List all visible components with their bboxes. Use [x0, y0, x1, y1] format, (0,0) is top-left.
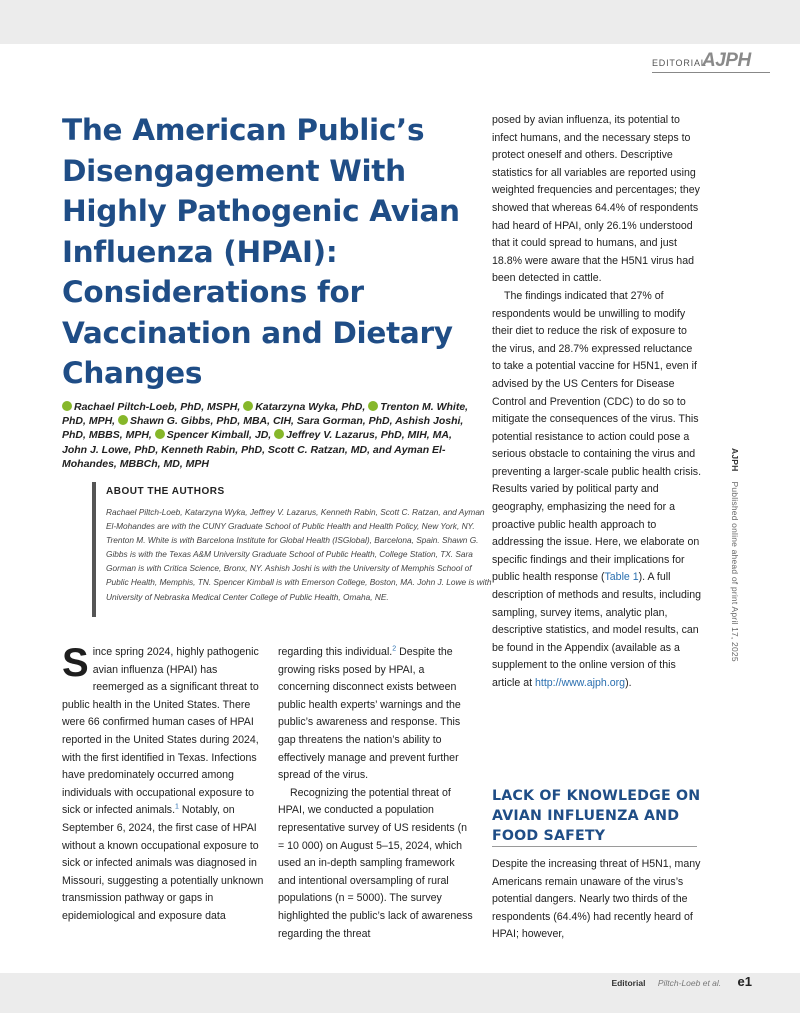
ajph-url-link[interactable]: http://www.ajph.org: [534, 677, 626, 689]
section-heading: LACK OF KNOWLEDGE ON AVIAN INFLUENZA AND FOOD SAFETY: [492, 788, 701, 844]
author-entry: Jeffrey V. Lazarus, PhD, MIH, MA, John J. Lowe, PhD, Kenneth Rabin, PhD, Scott C. Ratzan, MD, and Ayman El-Mohandes, MBBCh, MD, MPH: [62, 429, 452, 470]
author-entry: Shawn G. Gibbs, PhD, MBA, CIH,: [130, 415, 297, 428]
paragraph-text: Despite the growing risks posed by HPAI, a concerning disconnect exists between public health experts’ warnings and the public’s awareness and response. This gap threatens the nation’s ability to effectively manage and prevent further spread of the virus.: [278, 646, 461, 782]
about-heading: ABOUT THE AUTHORS: [106, 486, 225, 497]
orcid-icon[interactable]: [274, 429, 284, 439]
paragraph-text: Notably, on September 6, 2024, the first case of HPAI without a known occupational exposure to sick or infected animals was diagnosed in Missouri, suggesting a potentially unknown transmission pathway or gaps in epidemiological and exposure data: [62, 804, 264, 922]
paragraph-text: ).: [625, 677, 632, 689]
intro-paragraph: [62, 641, 270, 926]
author-list: [62, 400, 477, 471]
journal-logo: AJPH: [702, 50, 751, 71]
section-rule: [492, 846, 697, 847]
drop-cap: S: [62, 641, 89, 685]
paragraph: posed by avian influenza, its potential to infect humans, and the necessary steps to protect oneself and others. Descriptive statistics for all variables are reported using weighted frequencies and percentages; they showed that whereas 64.4% of respondents had heard of HPAI, only 26.1% understood that it could spread to humans, and just 18.8% were aware that the H5N1 virus had been detected in cattle.: [492, 114, 700, 285]
author-entry: Spencer Kimball, JD,: [166, 429, 275, 442]
about-the-authors-box: [92, 482, 496, 617]
page-number: e1: [737, 974, 752, 989]
header-rule: [652, 72, 770, 73]
publication-sidebar: [730, 448, 740, 662]
page-footer: [611, 974, 752, 989]
section-label: EDITORIAL: [652, 58, 707, 68]
author-entry: Sara Gorman, PhD, Ashish Joshi, PhD, MBBS, MPH,: [62, 415, 464, 442]
sidebar-journal: AJPH: [730, 448, 740, 472]
author-entry: Katarzyna Wyka, PhD,: [255, 401, 369, 413]
footer-section: Editorial: [611, 978, 646, 988]
paragraph-text: ). A full description of methods and results, including sampling, survey items, analytic plan, descriptive statistics, and model results, can be found in the Appendix (available as a supplement to the online version of this article at: [492, 571, 702, 689]
table-link[interactable]: Table 1: [604, 571, 639, 584]
orcid-icon[interactable]: [243, 401, 253, 411]
about-text: Rachael Piltch-Loeb, Katarzyna Wyka, Jeffrey V. Lazarus, Kenneth Rabin, Scott C. Ratzan, and Ayman El-Mohandes are with the CUNY Graduate School of Public Health and Health Policy, New York, NY. Trenton M. White is with Barcelona Institute for Global Health (ISGlobal), Barcelona, Spain. Shawn G. Gibbs is with the Texas A&M University Graduate School of Public Health, College Station, TX. Sara Gorman is with Critica Science, Bronx, NY. Ashish Joshi is with the University of Memphis School of Public Health, Memphis, TN. Spencer Kimball is with Emerson College, Boston, MA. John J. Lowe is with University of Nebraska Medical Center College of Public Health, Omaha, NE.: [106, 507, 492, 602]
paragraph-text: The findings indicated that 27% of respondents would be unwilling to modify their diet to reduce the risk of exposure to the virus, and 28.7% expressed reluctance to take a potential vaccine for H5N1, even if advised by the US Centers for Disease Control and Prevention (CDC) to do so to mitigate the consequences of the virus. This potential resistance to action could pose a serious obstacle to containing the virus and preventing a larger-scale public health crisis. Results varied by political party and geography, emphasizing the need for a proactive public health approach to addressing the issue. Here, we elaborate on specific findings and their implications for public health response (: [492, 289, 702, 584]
orcid-icon[interactable]: [155, 429, 165, 439]
sidebar-publication-note: Published online ahead of print April 17, 2025: [730, 481, 740, 662]
body-column-3: [492, 112, 702, 693]
author-entry: Rachael Piltch-Loeb, PhD, MSPH,: [74, 401, 244, 413]
orcid-icon[interactable]: [118, 415, 128, 425]
paragraph-text: regarding this individual.: [278, 646, 393, 658]
footer-author: Piltch-Loeb et al.: [657, 978, 722, 988]
top-margin: [0, 0, 800, 44]
paragraph: Despite the increasing threat of H5N1, many Americans remain unaware of the virus’s potential dangers. Nearly two thirds of the respondents (64.4%) had recently heard of HPAI; however,: [492, 858, 701, 941]
paragraph: Recognizing the potential threat of HPAI, we conducted a population representative survey of US residents (n = 10 000) on August 5–15, 2024, which used an in-depth sampling framework and intentional oversampling of rural populations (n = 5000). The survey highlighted the public’s lack of awareness regarding the threat: [278, 786, 473, 940]
reference-link[interactable]: 2: [392, 645, 397, 653]
reference-link[interactable]: 1: [175, 803, 179, 811]
paragraph-text: ince spring 2024, highly pathogenic avian influenza (HPAI) has reemerged as a significant threat to public health in the United States. There were 66 confirmed human cases of HPAI reported in the United States during 2024, with the first identified in Texas. Infections have predominately occurred among individuals with occupational exposure to sick or infected animals.: [62, 646, 259, 817]
orcid-icon[interactable]: [62, 401, 72, 411]
orcid-icon[interactable]: [368, 401, 378, 411]
author-entry: Trenton M. White, PhD, MPH,: [62, 401, 469, 428]
body-column-1: [62, 641, 270, 926]
article-title: The American Public’s Disengagement With Highly Pathogenic Avian Influenza (HPAI): Considerations for Vaccination and Dietary Changes: [62, 113, 460, 390]
paragraph: [278, 644, 474, 785]
paragraph: [492, 288, 702, 693]
body-column-3-continued: [492, 856, 702, 944]
body-column-2: [278, 644, 474, 943]
